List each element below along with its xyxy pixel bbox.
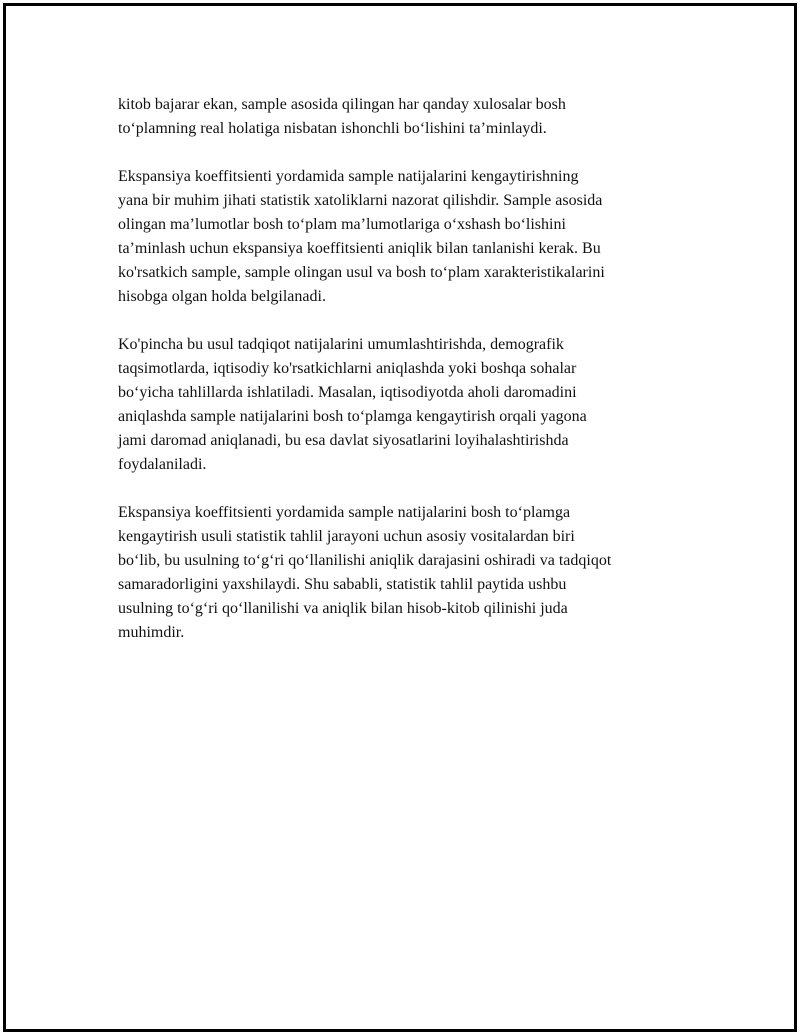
text-line: jami daromad aniqlanadi, bu esa davlat siyosatlarini loyihalashtirishda — [118, 432, 569, 449]
text-line: hisobga olgan holda belgilanadi. — [118, 288, 326, 305]
text-line: Ko'pincha bu usul tadqiqot natijalarini umumlashtirishda, demografik — [118, 336, 564, 353]
document-body — [118, 93, 698, 669]
text-line: bo‘yicha tahlillarda ishlatiladi. Masalan, iqtisodiyotda aholi daromadini — [118, 384, 577, 401]
text-line: ko'rsatkich sample, sample olingan usul va bosh to‘plam xarakteristikalarini — [118, 264, 605, 281]
text-line: Ekspansiya koeffitsienti yordamida sample natijalarini kengaytirishning — [118, 168, 579, 185]
text-line: kengaytirish usuli statistik tahlil jarayoni uchun asosiy vositalardan biri — [118, 528, 575, 545]
paragraph-4 — [118, 501, 698, 645]
text-line: samaradorligini yaxshilaydi. Shu sababli, statistik tahlil paytida ushbu — [118, 576, 567, 593]
paragraph-3 — [118, 333, 698, 477]
text-line: foydalaniladi. — [118, 456, 207, 473]
text-line: yana bir muhim jihati statistik xatoliklarni nazorat qilishdir. Sample asosida — [118, 192, 603, 209]
paragraph-2 — [118, 165, 698, 309]
text-line: bo‘lib, bu usulning to‘g‘ri qo‘llanilishi aniqlik darajasini oshiradi va tadqiqot — [118, 552, 612, 569]
text-line: olingan ma’lumotlar bosh to‘plam ma’lumotlariga o‘xshash bo‘lishini — [118, 216, 566, 233]
text-line: taqsimotlarda, iqtisodiy ko'rsatkichlarni aniqlashda yoki boshqa sohalar — [118, 360, 577, 377]
text-line: aniqlashda sample natijalarini bosh to‘plamga kengaytirish orqali yagona — [118, 408, 587, 425]
text-line: Ekspansiya koeffitsienti yordamida sample natijalarini bosh to‘plamga — [118, 504, 571, 521]
paragraph-1 — [118, 93, 698, 141]
text-line: usulning to‘g‘ri qo‘llanilishi va aniqlik bilan hisob-kitob qilinishi juda — [118, 600, 568, 617]
text-line: ta’minlash uchun ekspansiya koeffitsienti aniqlik bilan tanlanishi kerak. Bu — [118, 240, 601, 257]
text-line: muhimdir. — [118, 624, 185, 641]
text-line: to‘plamning real holatiga nisbatan ishonchli bo‘lishini ta’minlaydi. — [118, 120, 547, 137]
text-line: kitob bajarar ekan, sample asosida qilingan har qanday xulosalar bosh — [118, 96, 566, 113]
